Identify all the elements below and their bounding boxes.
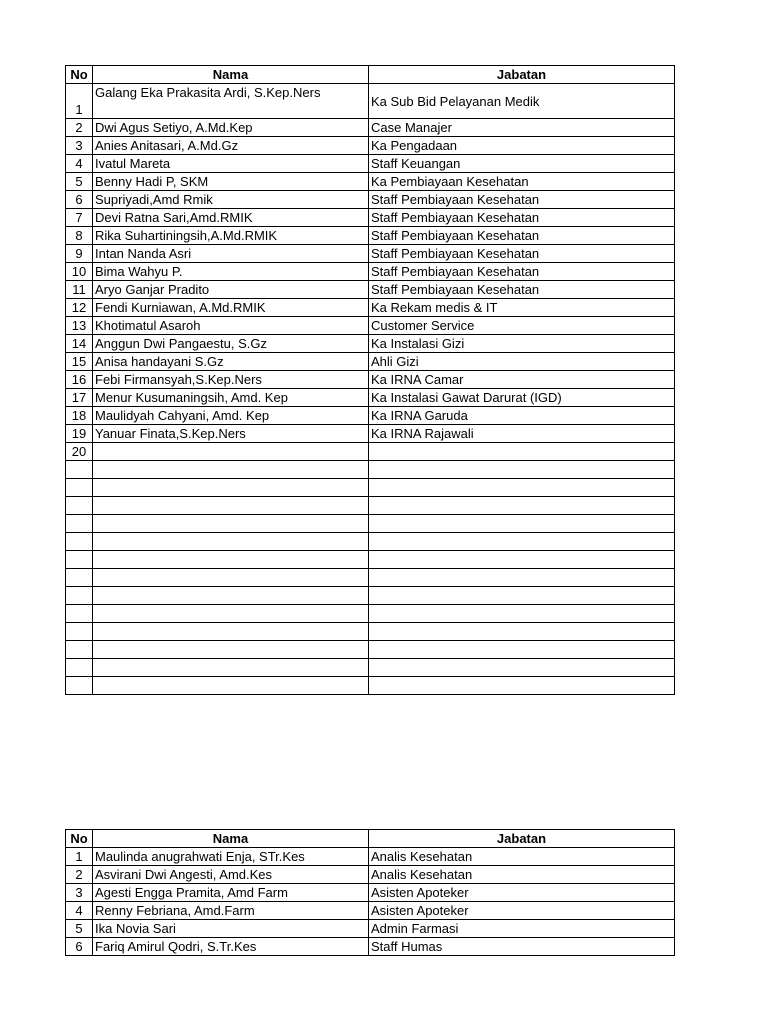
table-row — [66, 84, 675, 119]
row-number — [66, 659, 93, 677]
row-jabatan: Asisten Apoteker — [369, 884, 675, 902]
table-row — [66, 515, 675, 533]
table-row — [66, 866, 675, 884]
row-jabatan: Analis Kesehatan — [369, 848, 675, 866]
header-nama: Nama — [93, 66, 369, 84]
row-number — [66, 623, 93, 641]
header-jabatan: Jabatan — [369, 66, 675, 84]
row-number: 5 — [66, 173, 93, 191]
row-number: 6 — [66, 938, 93, 956]
staff-table-2 — [65, 829, 675, 956]
header-no: No — [66, 830, 93, 848]
row-nama — [93, 551, 369, 569]
table-row — [66, 335, 675, 353]
row-nama: Bima Wahyu P. — [93, 263, 369, 281]
row-nama — [93, 515, 369, 533]
row-number: 9 — [66, 245, 93, 263]
row-jabatan — [369, 515, 675, 533]
row-number: 4 — [66, 902, 93, 920]
row-number — [66, 677, 93, 695]
row-number: 4 — [66, 155, 93, 173]
row-jabatan: Staff Pembiayaan Kesehatan — [369, 191, 675, 209]
table-row — [66, 569, 675, 587]
row-jabatan: Customer Service — [369, 317, 675, 335]
table-row — [66, 920, 675, 938]
table-row — [66, 533, 675, 551]
row-number: 2 — [66, 119, 93, 137]
table-row — [66, 479, 675, 497]
row-jabatan: Ka Pembiayaan Kesehatan — [369, 173, 675, 191]
row-jabatan: Staff Pembiayaan Kesehatan — [369, 281, 675, 299]
table-row — [66, 119, 675, 137]
table-row — [66, 371, 675, 389]
table-row — [66, 677, 675, 695]
row-nama: Rika Suhartiningsih,A.Md.RMIK — [93, 227, 369, 245]
table-row — [66, 884, 675, 902]
row-number: 15 — [66, 353, 93, 371]
row-jabatan — [369, 677, 675, 695]
table-row — [66, 281, 675, 299]
row-number — [66, 641, 93, 659]
row-nama: Fendi Kurniawan, A.Md.RMIK — [93, 299, 369, 317]
row-jabatan — [369, 479, 675, 497]
row-jabatan: Staff Pembiayaan Kesehatan — [369, 245, 675, 263]
row-jabatan — [369, 587, 675, 605]
row-nama — [93, 443, 369, 461]
row-jabatan: Asisten Apoteker — [369, 902, 675, 920]
row-number: 5 — [66, 920, 93, 938]
row-number — [66, 533, 93, 551]
table-row — [66, 641, 675, 659]
row-number: 1 — [66, 848, 93, 866]
table-row — [66, 299, 675, 317]
row-nama: Intan Nanda Asri — [93, 245, 369, 263]
row-jabatan: Ka IRNA Garuda — [369, 407, 675, 425]
row-number: 13 — [66, 317, 93, 335]
table-row — [66, 461, 675, 479]
row-jabatan: Ka IRNA Rajawali — [369, 425, 675, 443]
table-row — [66, 551, 675, 569]
row-jabatan — [369, 497, 675, 515]
row-jabatan: Staff Humas — [369, 938, 675, 956]
table-row — [66, 263, 675, 281]
row-jabatan — [369, 461, 675, 479]
row-nama — [93, 659, 369, 677]
row-jabatan — [369, 443, 675, 461]
row-nama: Fariq Amirul Qodri, S.Tr.Kes — [93, 938, 369, 956]
table-row — [66, 191, 675, 209]
row-number: 1 — [66, 84, 93, 119]
row-number — [66, 605, 93, 623]
row-nama — [93, 605, 369, 623]
row-number — [66, 587, 93, 605]
table-row — [66, 497, 675, 515]
row-jabatan: Ka IRNA Camar — [369, 371, 675, 389]
row-nama — [93, 587, 369, 605]
row-number: 3 — [66, 137, 93, 155]
row-jabatan: Ka Pengadaan — [369, 137, 675, 155]
row-jabatan — [369, 623, 675, 641]
row-jabatan: Staff Keuangan — [369, 155, 675, 173]
table-row — [66, 443, 675, 461]
header-jabatan: Jabatan — [369, 830, 675, 848]
row-jabatan: Ka Sub Bid Pelayanan Medik — [369, 84, 675, 119]
row-jabatan: Ahli Gizi — [369, 353, 675, 371]
row-number — [66, 515, 93, 533]
row-nama: Anisa handayani S.Gz — [93, 353, 369, 371]
table-row — [66, 587, 675, 605]
row-nama: Agesti Engga Pramita, Amd Farm — [93, 884, 369, 902]
table-row — [66, 245, 675, 263]
row-jabatan: Case Manajer — [369, 119, 675, 137]
row-number: 10 — [66, 263, 93, 281]
row-number — [66, 461, 93, 479]
row-nama: Anggun Dwi Pangaestu, S.Gz — [93, 335, 369, 353]
row-jabatan: Staff Pembiayaan Kesehatan — [369, 263, 675, 281]
table-header-row — [66, 830, 675, 848]
row-nama: Galang Eka Prakasita Ardi, S.Kep.Ners — [93, 84, 369, 119]
table-row — [66, 623, 675, 641]
table-row — [66, 353, 675, 371]
row-nama — [93, 569, 369, 587]
row-jabatan — [369, 605, 675, 623]
row-number: 20 — [66, 443, 93, 461]
row-nama: Maulinda anugrahwati Enja, STr.Kes — [93, 848, 369, 866]
row-nama: Asvirani Dwi Angesti, Amd.Kes — [93, 866, 369, 884]
row-number: 11 — [66, 281, 93, 299]
table-row — [66, 605, 675, 623]
table-row — [66, 389, 675, 407]
row-nama: Maulidyah Cahyani, Amd. Kep — [93, 407, 369, 425]
row-jabatan — [369, 551, 675, 569]
row-number: 7 — [66, 209, 93, 227]
row-nama — [93, 677, 369, 695]
row-number: 6 — [66, 191, 93, 209]
header-nama: Nama — [93, 830, 369, 848]
row-jabatan — [369, 569, 675, 587]
table-row — [66, 407, 675, 425]
table-row — [66, 209, 675, 227]
row-number: 2 — [66, 866, 93, 884]
row-jabatan: Ka Rekam medis & IT — [369, 299, 675, 317]
row-number: 17 — [66, 389, 93, 407]
row-nama: Yanuar Finata,S.Kep.Ners — [93, 425, 369, 443]
header-no: No — [66, 66, 93, 84]
row-jabatan — [369, 533, 675, 551]
row-nama: Ivatul Mareta — [93, 155, 369, 173]
row-nama: Aryo Ganjar Pradito — [93, 281, 369, 299]
row-number — [66, 551, 93, 569]
row-jabatan — [369, 641, 675, 659]
row-nama — [93, 461, 369, 479]
row-nama: Khotimatul Asaroh — [93, 317, 369, 335]
row-number: 14 — [66, 335, 93, 353]
row-nama: Anies Anitasari, A.Md.Gz — [93, 137, 369, 155]
row-jabatan: Ka Instalasi Gawat Darurat (IGD) — [369, 389, 675, 407]
row-number: 16 — [66, 371, 93, 389]
row-number: 18 — [66, 407, 93, 425]
table-row — [66, 227, 675, 245]
table-row — [66, 425, 675, 443]
row-nama: Renny Febriana, Amd.Farm — [93, 902, 369, 920]
row-jabatan: Analis Kesehatan — [369, 866, 675, 884]
row-jabatan: Staff Pembiayaan Kesehatan — [369, 227, 675, 245]
row-nama: Ika Novia Sari — [93, 920, 369, 938]
table-row — [66, 173, 675, 191]
row-nama: Dwi Agus Setiyo, A.Md.Kep — [93, 119, 369, 137]
row-nama — [93, 479, 369, 497]
row-jabatan: Admin Farmasi — [369, 920, 675, 938]
row-number: 3 — [66, 884, 93, 902]
row-number: 12 — [66, 299, 93, 317]
row-nama — [93, 497, 369, 515]
table-row — [66, 659, 675, 677]
row-jabatan: Staff Pembiayaan Kesehatan — [369, 209, 675, 227]
table-row — [66, 902, 675, 920]
row-number — [66, 569, 93, 587]
row-nama — [93, 641, 369, 659]
row-nama — [93, 533, 369, 551]
table-row — [66, 317, 675, 335]
table-row — [66, 848, 675, 866]
row-nama: Febi Firmansyah,S.Kep.Ners — [93, 371, 369, 389]
row-nama: Supriyadi,Amd Rmik — [93, 191, 369, 209]
table-row — [66, 938, 675, 956]
row-jabatan — [369, 659, 675, 677]
staff-table-1 — [65, 65, 675, 695]
row-nama — [93, 623, 369, 641]
row-number — [66, 479, 93, 497]
table-row — [66, 155, 675, 173]
row-nama: Devi Ratna Sari,Amd.RMIK — [93, 209, 369, 227]
row-number: 19 — [66, 425, 93, 443]
row-number: 8 — [66, 227, 93, 245]
row-nama: Menur Kusumaningsih, Amd. Kep — [93, 389, 369, 407]
row-nama: Benny Hadi P, SKM — [93, 173, 369, 191]
row-number — [66, 497, 93, 515]
row-jabatan: Ka Instalasi Gizi — [369, 335, 675, 353]
table-row — [66, 137, 675, 155]
table-header-row — [66, 66, 675, 84]
